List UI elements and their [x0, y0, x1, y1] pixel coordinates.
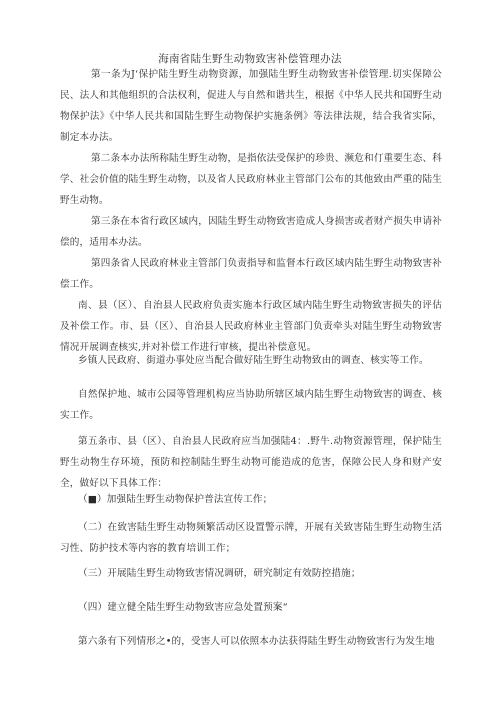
paragraph-article-4: 第四条省人民政府林业主管部门负责指导和监督本行政区域内陆生野生动物致害补偿工作。	[60, 258, 442, 290]
list-item-2: （二）在致害陆生野生动物频繁活动区设置警示牌，开展有关致害陆生野生动物生活习性、防护技术等内容的教育培训工作；	[60, 522, 442, 554]
paragraph-article-2: 第二条本办法所称陆生野生动物，是指依法受保护的珍贵、濒危和仃重要生态、科学、社会价值的陆生野生动物，以及省人民政府林业主管部门公布的其他致由严重的陆生野生动物。	[60, 153, 442, 206]
paragraph-county-duties: 南、县（区）、自治县人民政府负责实施本行政区域内陆生野生动物致害损失的评估及补偿工作。市、县（区）、自治县人民政府林业主管部门负责牵头对陆生野生动物致害情况开展调查核实,并对补偿工作进行审核，提出补偿意见。	[60, 300, 442, 353]
list-item-1: （■）加强陆生野生动物保护普法宣传工作；	[78, 494, 273, 505]
paragraph-article-3: 第三条在本省行政区域内，因陆生野生动物致害造成人身损害或者财产损失申请补偿的，适用本办法。	[60, 216, 442, 248]
paragraph-article-6: 第六条有下列情形之•的，受害人可以依照本办法获得陆生野生动物致害行为发生地	[78, 636, 435, 647]
paragraph-article-5: 第五条市、县（区）、自治县人民政府应当加强陆4：.野牛.动物资源管理，保护陆生野生动物生存环境，预防和控制陆生野生动物可能造成的危害，保障公民人身和财产安全，做好以下具体工作：	[60, 436, 442, 489]
list-item-4: （四）建立健全陆生野生动物致害应急处置预案“	[78, 602, 288, 613]
paragraph-article-1: 第一条为J‘保护陆生野生动物资源，加强陆生野生动物致害补偿管理.切实保障公民、法人和其他组织的合法权利，促进人与自然和谐共生，根据《中华人民共和国野生动物保护法》《中华人民共和国陆生野生动物保护实施条例》等法律法规，结合我省实际，制定本办法。	[60, 69, 442, 143]
document-title: 海南省陆生野生动物致害补偿管理办法	[158, 53, 342, 65]
paragraph-township-duties: 乡镇人民政府、街道办事处应当配合做好陆生野生动物致由的调查、核实等工作。	[78, 355, 429, 366]
paragraph-reserve-duties: 自然保护地、城市公园等管理机构应当协助所辖区域内陆生野生动物致害的调查、核实工作。	[60, 389, 442, 421]
list-item-3: （三）开展陆生野生动物致害情况调研，研究制定有效防控措施；	[78, 568, 361, 579]
